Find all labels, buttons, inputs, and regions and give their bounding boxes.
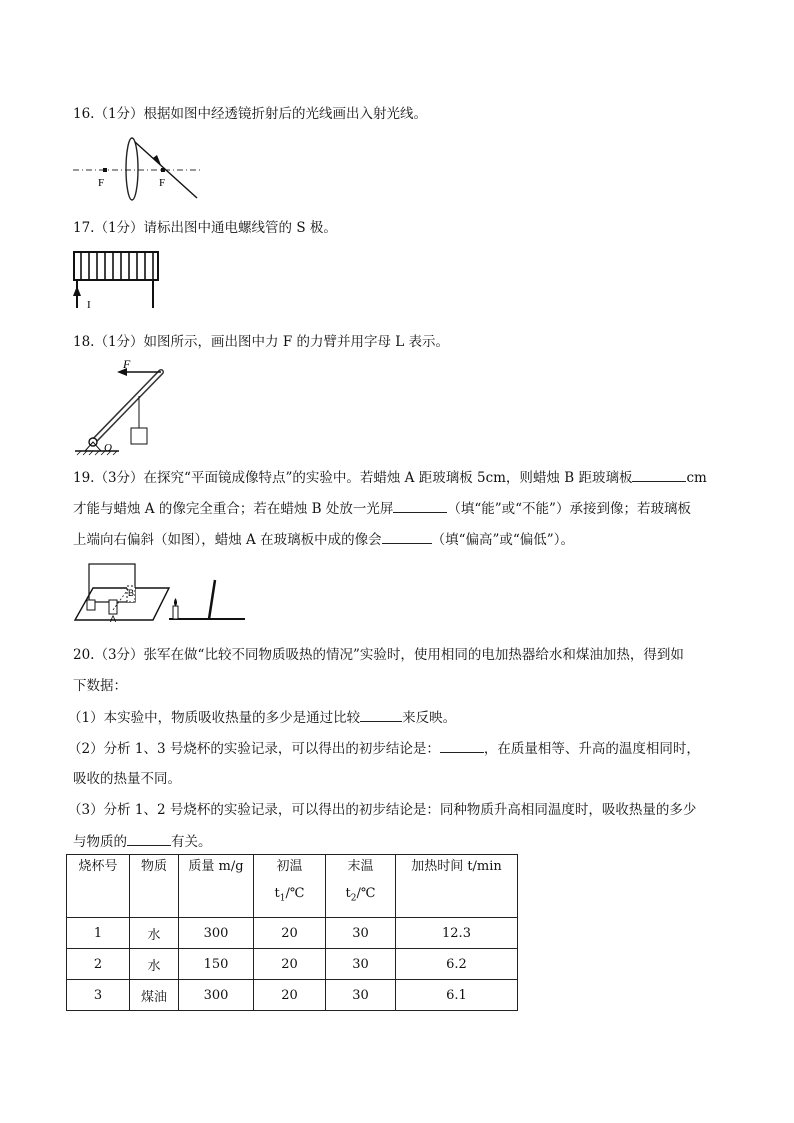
cell-t1: 20 [254, 918, 326, 949]
pivot-label: O [104, 442, 112, 454]
blank-image-position[interactable] [382, 529, 432, 544]
table-row [67, 980, 518, 1011]
header-initial-temp: 初温 $t_1/℃$ [254, 855, 326, 918]
question-20-part-1: （1）本实验中，物质吸收热量的多少是通过比较 来反映。 [68, 707, 456, 728]
cell-time: 6.2 [396, 949, 518, 980]
cell-time: 6.1 [396, 980, 518, 1011]
lens-diagram [73, 136, 203, 202]
table-row [67, 918, 518, 949]
hanging-block [131, 428, 147, 444]
question-19-line-2: 才能与蜡烛 A 的像完全重合；若在蜡烛 B 处放一光屏 （填“能”或“不能”）承接到像；若玻璃板 [73, 498, 691, 519]
question-20-line-2: 下数据： [73, 678, 127, 694]
cell-substance: 煤油 [130, 980, 179, 1011]
blank-factor[interactable] [127, 831, 171, 846]
focal-label-right: F [159, 177, 166, 189]
data-table [66, 854, 518, 1011]
focal-label-left: F [98, 177, 105, 189]
header-cup: 烧杯号 [67, 855, 130, 918]
cell-t2: 30 [326, 949, 396, 980]
solenoid-diagram [73, 250, 163, 312]
cell-mass: 300 [179, 980, 254, 1011]
candle-a-label: A [110, 614, 117, 624]
blank-heat-measure[interactable] [360, 707, 402, 722]
blank-distance[interactable] [632, 467, 686, 482]
header-substance: 物质 [130, 855, 179, 918]
cell-substance: 水 [130, 949, 179, 980]
candle-b-label: B [128, 588, 135, 598]
refracted-ray [135, 142, 197, 198]
lever-diagram [73, 356, 183, 456]
cell-t2: 30 [326, 980, 396, 1011]
question-18-text: 18.（1分）如图所示，画出图中力 F 的力臂并用字母 L 表示。 [73, 334, 450, 350]
question-20-part-3: （3）分析 1、2 号烧杯的实验记录，可以得出的初步结论是：同种物质升高相同温度时，吸收热量的多少 [68, 802, 697, 818]
cell-time: 12.3 [396, 918, 518, 949]
header-heating-time: 加热时间 t/min [396, 855, 518, 918]
force-label: F [123, 357, 131, 371]
cell-mass: 150 [179, 949, 254, 980]
current-label: I [87, 299, 91, 311]
blank-conclusion[interactable] [440, 738, 484, 753]
question-16-text: 16.（1分）根据如图中经透镜折射后的光线画出入射光线。 [73, 106, 428, 122]
cell-id: 3 [67, 980, 130, 1011]
cell-t1: 20 [254, 980, 326, 1011]
table-row [67, 949, 518, 980]
cell-substance: 水 [130, 918, 179, 949]
question-20-part-2-cont: 吸收的热量不同。 [73, 771, 181, 787]
cell-id: 2 [67, 949, 130, 980]
question-19-line-1: 19.（3分）在探究“平面镜成像特点”的实验中。若蜡烛 A 距玻璃板 5cm，则蜡烛 B 距玻璃板 cm [73, 467, 707, 488]
header-mass: 质量 m/g [179, 855, 254, 918]
table-header-row [67, 855, 518, 918]
question-19-line-3: 上端向右偏斜（如图），蜡烛 A 在玻璃板中成的像会 （填“偏高”或“偏低”）。 [73, 529, 574, 550]
cell-id: 1 [67, 918, 130, 949]
question-20-part-2: （2）分析 1、3 号烧杯的实验记录，可以得出的初步结论是： ，在质量相等、升高的温度相同时， [68, 738, 700, 759]
question-20-line-1: 20.（3分）张军在做“比较不同物质吸热的情况”实验时，使用相同的电加热器给水和煤油加热，得到如 [73, 647, 684, 663]
cell-t2: 30 [326, 918, 396, 949]
cell-t1: 20 [254, 949, 326, 980]
header-final-temp: 末温 $t_2/℃$ [326, 855, 396, 918]
mirror-experiment-diagram [73, 560, 248, 624]
convex-lens [126, 138, 138, 200]
question-17-text: 17.（1分）请标出图中通电螺线管的 S 极。 [73, 220, 337, 236]
cell-mass: 300 [179, 918, 254, 949]
question-20-part-3-cont: 与物质的 有关。 [73, 831, 212, 852]
blank-screen[interactable] [393, 498, 447, 513]
tilted-glass-plate [209, 580, 215, 619]
